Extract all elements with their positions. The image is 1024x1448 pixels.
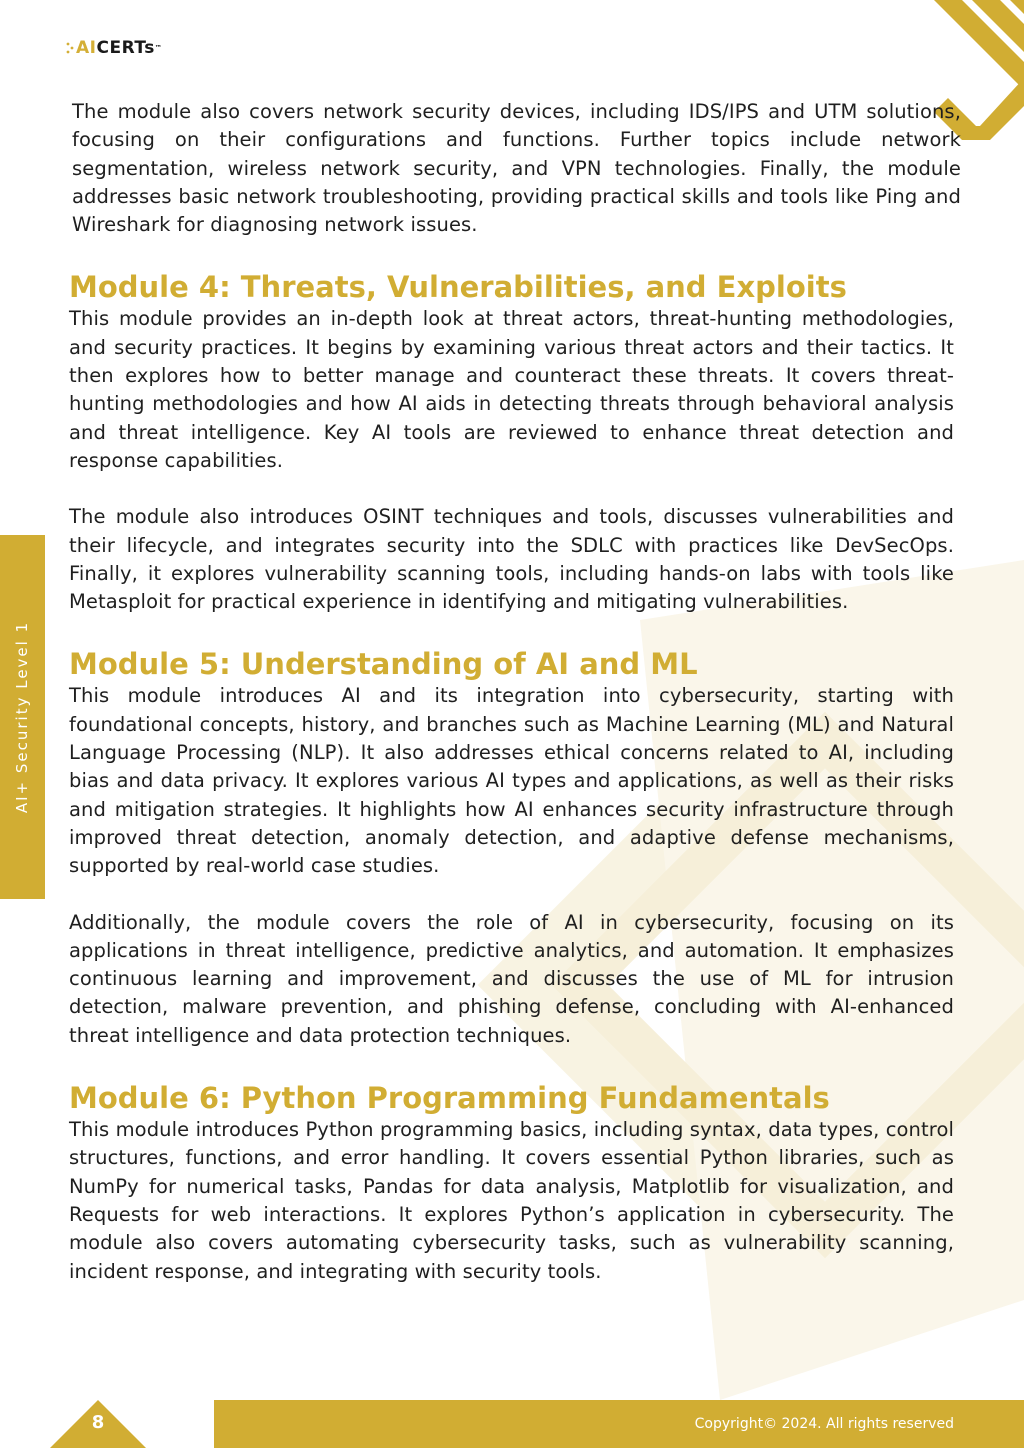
aicerts-logo: [66, 38, 162, 58]
footer-bar: [214, 1400, 1024, 1448]
module-5-heading: Module 5: Understanding of AI and ML: [69, 647, 698, 682]
copyright-text: Copyright© 2024. All rights reserved: [694, 1416, 954, 1432]
module-4-heading: Module 4: Threats, Vulnerabilities, and Exploits: [69, 270, 847, 305]
logo-mark-icon: [66, 41, 74, 55]
module-5-paragraph-2: Additionally, the module covers the role of AI in cybersecurity, focusing on its applications in threat intelligence, predictive analytics, and automation. It emphasizes continuous learning and improvement, and discusses the use of ML for intrusion detection, malware prevention, and phishing defense, concluding with AI-enhanced threat intelligence and data protection techniques.: [69, 910, 954, 1047]
logo-trademark: ™: [154, 44, 163, 52]
page-number: 8: [91, 1412, 105, 1433]
side-tab-label: AI+ Security Level 1: [13, 620, 32, 814]
intro-paragraph: The module also covers network security devices, including IDS/IPS and UTM solutions, focusing on their configurations and functions. Further topics include network segmentation, wireless network security, and VPN technologies. Finally, the module addresses basic network troubleshooting, providing practical skills and tools like Ping and Wireshark for diagnosing network issues.: [72, 100, 961, 237]
main-content: [69, 98, 961, 1286]
module-5-paragraph-1: This module introduces AI and its integration into cybersecurity, starting with foundational concepts, history, and branches such as Machine Learning (ML) and Natural Language Processing (NLP). It also addresses ethical concerns related to AI, including bias and data privacy. It explores various AI types and applications, as well as their risks and mitigation strategies. It highlights how AI enhances security infrastructure through improved threat detection, anomaly detection, and adaptive defense mechanisms, supported by real-world case studies.: [69, 684, 954, 878]
side-tab: [0, 535, 45, 899]
module-6-paragraph-1: This module introduces Python programming basics, including syntax, data types, control structures, functions, and error handling. It covers essential Python libraries, such as NumPy for numerical tasks, Pandas for data analysis, Matplotlib for visualization, and Requests for web interactions. It explores Python’s application in cybersecurity. The module also covers automating cybersecurity tasks, such as vulnerability scanning, incident response, and integrating with security tools.: [69, 1118, 954, 1283]
module-4-paragraph-1: This module provides an in-depth look at threat actors, threat-hunting methodologies, and security practices. It begins by examining various threat actors and their tactics. It then explores how to better manage and counteract these threats. It covers threat-hunting methodologies and how AI aids in detecting threats through behavioral analysis and threat intelligence. Key AI tools are reviewed to enhance threat detection and response capabilities.: [69, 307, 954, 472]
module-6-heading: Module 6: Python Programming Fundamentals: [69, 1081, 830, 1116]
module-4-paragraph-2: The module also introduces OSINT techniques and tools, discusses vulnerabilities and their lifecycle, and integrates security into the SDLC with practices like DevSecOps. Finally, it explores vulnerability scanning tools, including hands-on labs with tools like Metasploit for practical experience in identifying and mitigating vulnerabilities.: [69, 505, 954, 614]
logo-certs-text: CERTs: [96, 38, 155, 58]
logo-ai-text: AI: [76, 38, 97, 58]
